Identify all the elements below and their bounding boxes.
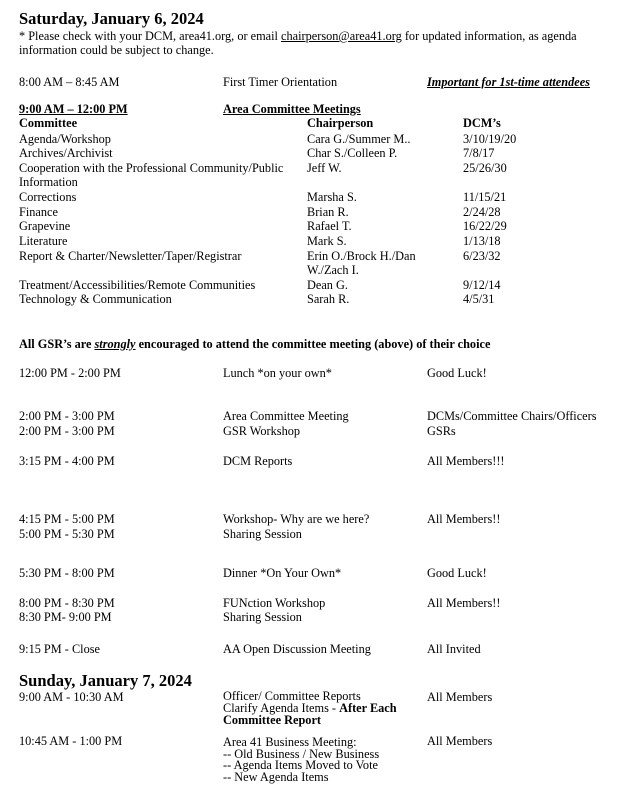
committee-dcm: 7/8/17 [463,146,495,160]
gsr-emphasis: strongly [94,337,136,351]
committee-name-cont: Information [19,175,78,189]
committee-name: Cooperation with the Professional Community/Public [19,161,284,175]
orientation-time: 8:00 AM – 8:45 AM [19,75,120,89]
orientation-event: First Timer Orientation [223,75,338,89]
schedule-event: Sharing Session [223,527,302,541]
clarify-bold: After Each [339,701,397,715]
schedule-event: Dinner *On Your Own* [223,566,342,580]
sunday-audience: All Members [427,734,493,748]
committee-chair: Erin O./Brock H./Dan [307,249,416,263]
committee-section-title: Area Committee Meetings [223,102,361,116]
committee-chair: Rafael T. [307,219,352,233]
sunday-event-line: Officer/ Committee Reports [223,689,361,703]
committee-dcm: 6/23/32 [463,249,501,263]
gsr-text-a: All GSR’s are [19,337,95,351]
committee-chair: Cara G./Summer M.. [307,132,411,146]
schedule-audience: All Invited [427,642,481,656]
schedule-event: Lunch *on your own* [223,366,332,380]
committee-name: Report & Charter/Newsletter/Taper/Registrar [19,249,242,263]
committee-chair: Sarah R. [307,292,350,306]
schedule-audience: All Members!! [427,596,501,610]
email-link[interactable]: chairperson@area41.org [281,29,402,43]
schedule-time: 4:15 PM - 5:00 PM [19,512,115,526]
sunday-heading: Sunday, January 7, 2024 [19,671,192,690]
committee-dcm: 2/24/28 [463,205,501,219]
schedule-event: AA Open Discussion Meeting [223,642,371,656]
schedule-audience: Good Luck! [427,366,487,380]
schedule-time: 8:30 PM- 9:00 PM [19,610,112,624]
sunday-event [223,690,397,726]
schedule-time: 8:00 PM - 8:30 PM [19,596,115,610]
schedule-time: 5:00 PM - 5:30 PM [19,527,115,541]
sunday-event-line: -- Agenda Items Moved to Vote [223,758,378,772]
schedule-audience: DCMs/Committee Chairs/Officers [427,409,597,423]
col-header-dcm: DCM’s [463,116,501,130]
orientation-note: Important for 1st-time attendees [427,75,590,89]
committee-dcm: 4/5/31 [463,292,495,306]
sunday-event-line: Committee Report [223,713,321,727]
saturday-heading: Saturday, January 6, 2024 [19,9,204,28]
committee-chair: Mark S. [307,234,347,248]
schedule-event: Area Committee Meeting [223,409,349,423]
sunday-event-line: -- Old Business / New Business [223,746,380,761]
schedule-event: DCM Reports [223,454,293,468]
col-header-chairperson: Chairperson [307,116,374,130]
committee-dcm: 1/13/18 [463,234,501,248]
schedule-time: 5:30 PM - 8:00 PM [19,566,115,580]
sunday-time: 9:00 AM - 10:30 AM [19,690,124,704]
sunday-time: 10:45 AM - 1:00 PM [19,734,123,748]
notice-line-2: information could be subject to change. [19,43,214,57]
schedule-audience: GSRs [427,424,456,438]
gsr-text-b: encouraged to attend the committee meeting (above) of their choice [135,337,491,351]
committee-name: Finance [19,205,58,219]
schedule-time: 9:15 PM - Close [19,642,100,656]
schedule-audience: All Members!!! [427,454,505,468]
gsr-encouragement [19,337,490,352]
notice-text-b: for updated information, as agenda [401,29,577,43]
col-header-committee: Committee [19,116,78,130]
committee-name: Treatment/Accessibilities/Remote Communities [19,278,256,292]
schedule-event: FUNction Workshop [223,596,326,610]
sunday-event-line: Area 41 Business Meeting: [223,735,357,749]
committee-dcm: 11/15/21 [463,190,507,204]
committee-name: Archives/Archivist [19,146,113,160]
committee-name: Technology & Communication [19,292,172,306]
committee-name: Agenda/Workshop [19,132,111,146]
schedule-time: 12:00 PM - 2:00 PM [19,366,121,380]
committee-chair: Dean G. [307,278,348,292]
sunday-event-line: -- New Agenda Items [223,769,329,784]
committee-dcm: 9/12/14 [463,278,501,292]
committee-chair: Brian R. [307,205,349,219]
schedule-audience: All Members!! [427,512,501,526]
schedule-event: Sharing Session [223,610,302,624]
notice-text-a: * Please check with your DCM, area41.org, or email [19,29,282,43]
committee-name: Corrections [19,190,77,204]
schedule-time: 3:15 PM - 4:00 PM [19,454,115,468]
committee-chair: Jeff W. [307,161,342,175]
committee-dcm: 25/26/30 [463,161,507,175]
committee-chair-cont: W./Zach I. [307,263,359,277]
schedule-time: 2:00 PM - 3:00 PM [19,409,115,423]
notice-line-1 [19,29,577,44]
committee-section-time: 9:00 AM – 12:00 PM [19,102,128,116]
schedule-audience: Good Luck! [427,566,487,580]
committee-chair: Char S./Colleen P. [307,146,398,160]
clarify-text: Clarify Agenda Items - [223,701,340,715]
schedule-time: 2:00 PM - 3:00 PM [19,424,115,438]
schedule-event: Workshop- Why are we here? [223,512,370,526]
committee-name: Literature [19,234,68,248]
committee-dcm: 16/22/29 [463,219,507,233]
committee-chair: Marsha S. [307,190,357,204]
sunday-event [223,737,379,783]
committee-name: Grapevine [19,219,71,233]
committee-dcm: 3/10/19/20 [463,132,517,146]
sunday-audience: All Members [427,690,493,704]
schedule-event: GSR Workshop [223,424,301,438]
